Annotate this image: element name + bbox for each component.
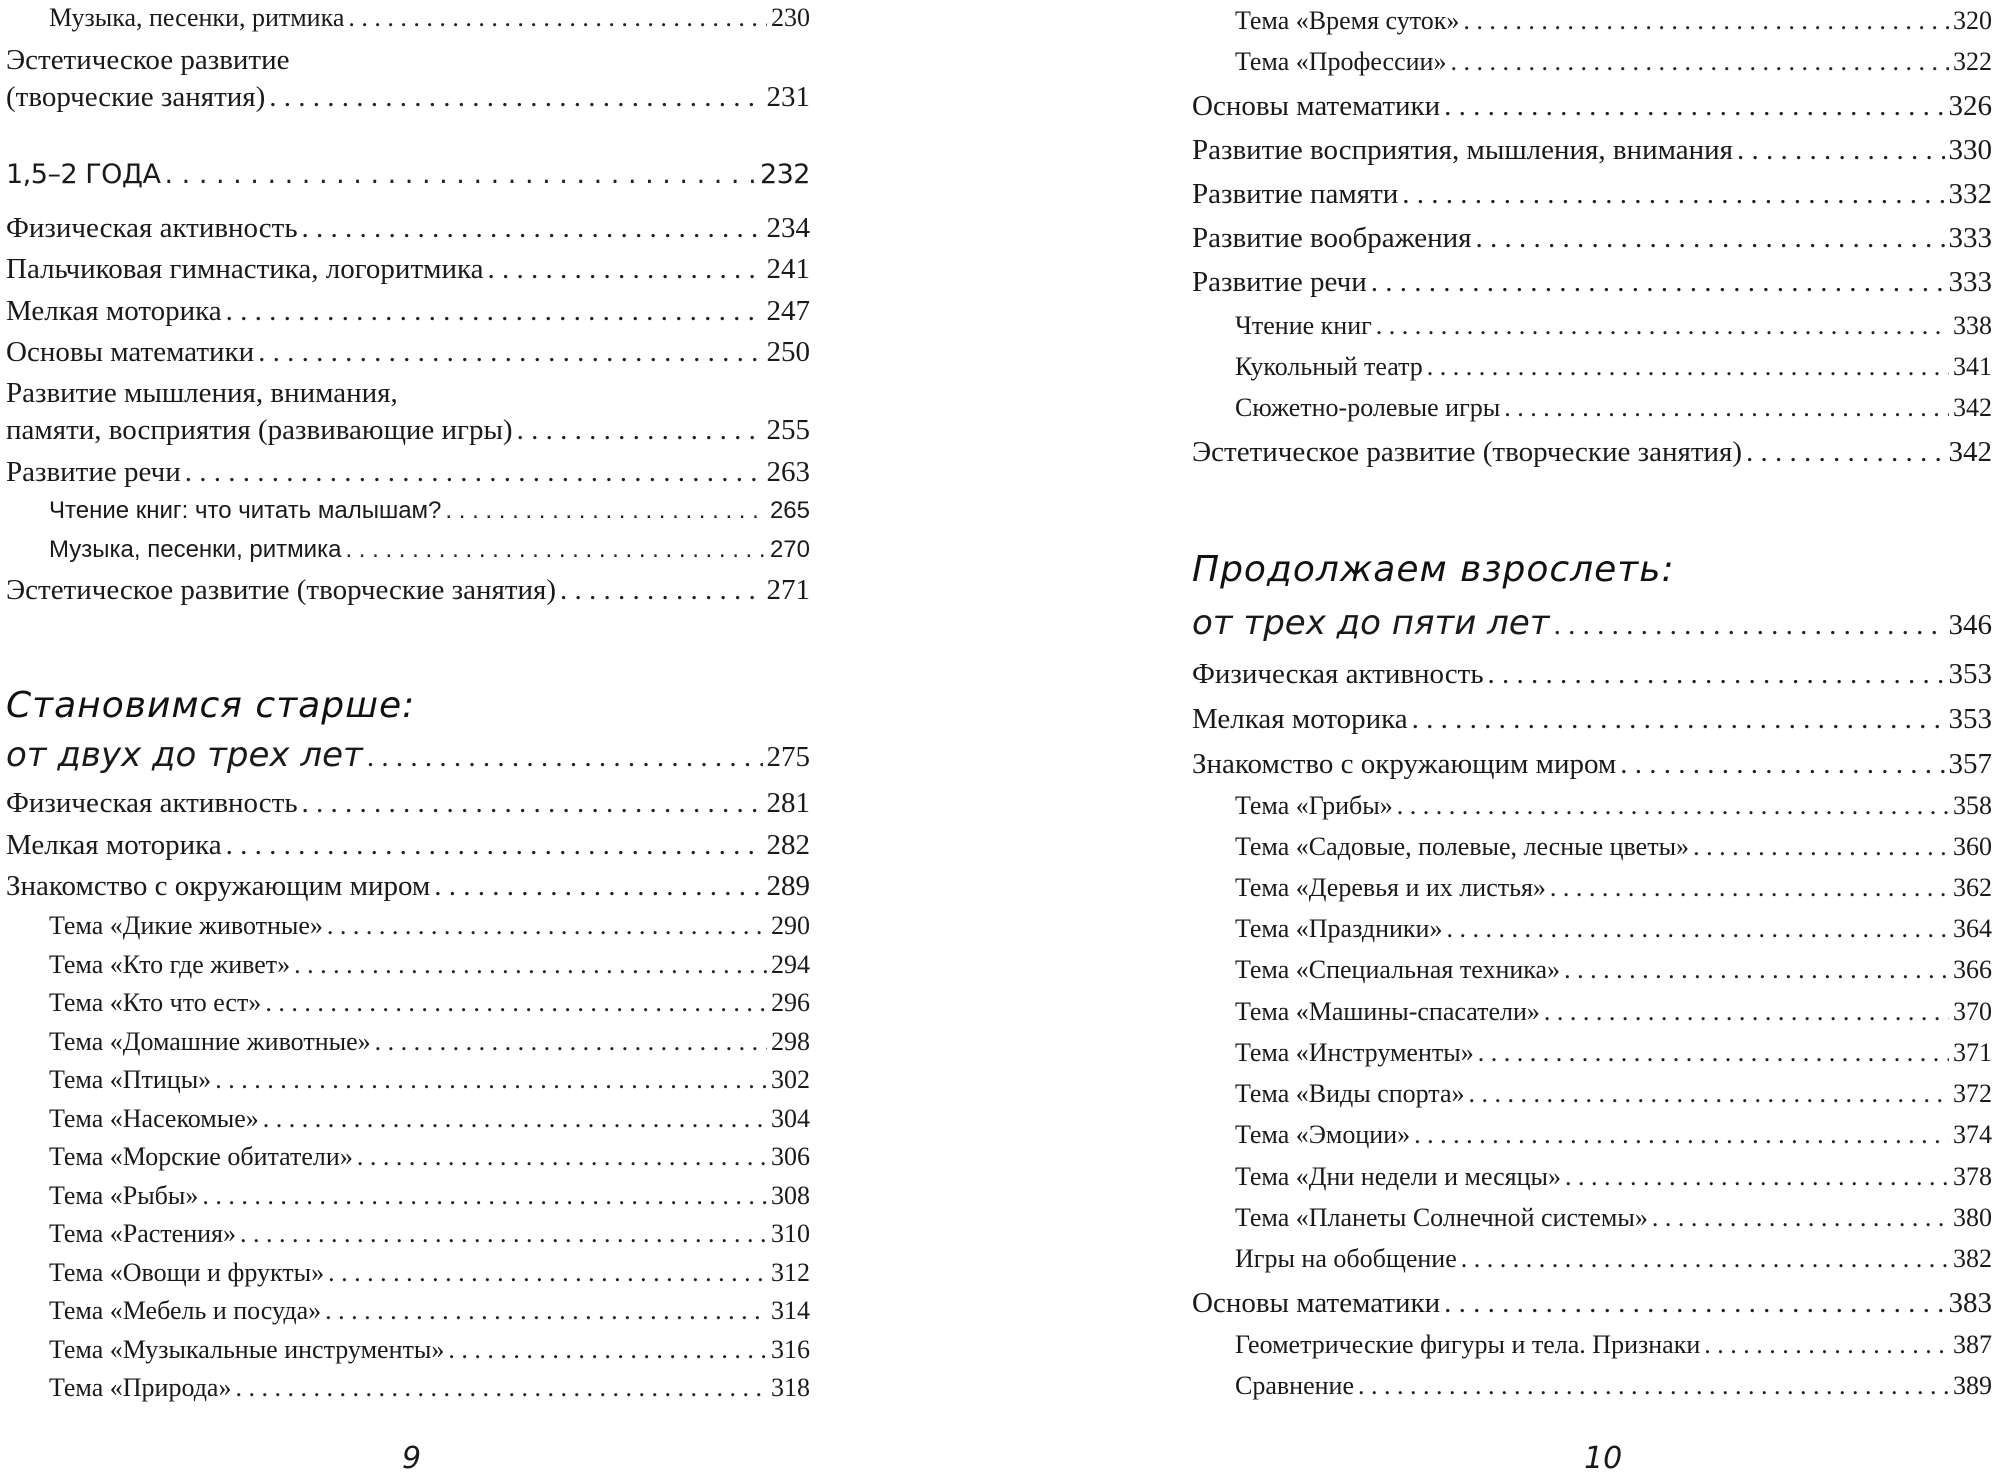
toc-subentry: Тема «Садовые, полевые, лесные цветы» . . . 360 [1235, 829, 1992, 865]
toc-subentry: Тема «Время суток» . . . 320 [1235, 3, 1992, 39]
toc-entry: Мелкая моторика . . . 247 [6, 293, 810, 329]
toc-subentry: Тема «Планеты Солнечной системы» . . . 380 [1235, 1200, 1992, 1236]
toc-entry: Музыка, песенки, ритмика . . . 230 [49, 0, 810, 36]
toc-entry-line1: Эстетическое развитие [6, 44, 290, 76]
toc-subentry: Игры на обобщение . . . 382 [1235, 1241, 1992, 1277]
toc-subentry: Тема «Дни недели и месяцы» . . . 378 [1235, 1159, 1992, 1195]
toc-entry-line1: Развитие мышления, внимания, [6, 377, 398, 409]
toc-subentry: Тема «Грибы» . . . 358 [1235, 788, 1992, 824]
toc-subentry: Тема «Мебель и посуда» . . . 314 [49, 1293, 810, 1329]
toc-entry: Мелкая моторика . . . 282 [6, 827, 810, 863]
toc-subentry: Чтение книг . . . 338 [1235, 308, 1992, 344]
toc-subentry: Тема «Инструменты» . . . 371 [1235, 1035, 1992, 1071]
toc-subentry: Тема «Специальная техника» . . . 366 [1235, 952, 1992, 988]
toc-entry: Развитие речи . . . 333 [1192, 264, 1992, 300]
toc-entry: Развитие памяти . . . 332 [1192, 176, 1992, 212]
toc-entry: Физическая активность . . . 281 [6, 785, 810, 821]
toc-subentry: Тема «Домашние животные» . . . 298 [49, 1024, 810, 1060]
toc-subentry: Тема «Виды спорта» . . . 372 [1235, 1076, 1992, 1112]
toc-subentry: Тема «Деревья и их листья» . . . 362 [1235, 870, 1992, 906]
toc-entry: Основы математики . . . 250 [6, 334, 810, 370]
toc-subentry: Тема «Машины-спасатели» . . . 370 [1235, 994, 1992, 1030]
toc-entry: Знакомство с окружающим миром . . . 289 [6, 868, 810, 904]
toc-subentry: Сюжетно-ролевые игры . . . 342 [1235, 390, 1992, 426]
section-heading-2-3-line1: Становимся старше: [6, 685, 416, 726]
toc-subentry: Сравнение . . . 389 [1235, 1368, 1992, 1404]
section-heading-1-5-2: 1,5–2 ГОДА . . . 232 [6, 157, 810, 193]
toc-subentry: Кукольный театр . . . 341 [1235, 349, 1992, 385]
toc-subentry: Тема «Дикие животные» . . . 290 [49, 908, 810, 944]
toc-entry: Эстетическое развитие (творческие занятия) . . . 271 [6, 572, 810, 608]
toc-entry: Развитие восприятия, мышления, внимания . . . 330 [1192, 132, 1992, 168]
toc-entry: Развитие речи . . . 263 [6, 454, 810, 490]
toc-entry: Мелкая моторика . . . 353 [1192, 701, 1992, 737]
toc-subentry: Тема «Кто что ест» . . . 296 [49, 985, 810, 1021]
toc-subentry: Тема «Насекомые» . . . 304 [49, 1101, 810, 1137]
toc-entry: Основы математики . . . 326 [1192, 88, 1992, 124]
toc-entry: памяти, восприятия (развивающие игры) . . . 255 [6, 412, 810, 448]
toc-subentry: Чтение книг: что читать малышам? . . . 265 [49, 493, 810, 529]
toc-subentry: Тема «Профессии» . . . 322 [1235, 44, 1992, 80]
toc-subentry: Тема «Овощи и фрукты» . . . 312 [49, 1255, 810, 1291]
toc-entry: Физическая активность . . . 353 [1192, 656, 1992, 692]
toc-entry: Развитие воображения . . . 333 [1192, 220, 1992, 256]
toc-subentry: Геометрические фигуры и тела. Признаки . . . 387 [1235, 1327, 1992, 1363]
toc-subentry: Музыка, песенки, ритмика . . . 270 [49, 532, 810, 568]
toc-entry: (творческие занятия) . . . 231 [6, 79, 810, 115]
page-number-right: 10 [1584, 1441, 1623, 1476]
toc-subentry: Тема «Рыбы» . . . 308 [49, 1178, 810, 1214]
toc-subentry: Тема «Эмоции» . . . 374 [1235, 1117, 1992, 1153]
toc-entry: Физическая активность . . . 234 [6, 210, 810, 246]
page-number-left: 9 [402, 1441, 422, 1476]
toc-subentry: Тема «Морские обитатели» . . . 306 [49, 1139, 810, 1175]
toc-subentry: Тема «Праздники» . . . 364 [1235, 911, 1992, 947]
toc-subentry: Тема «Птицы» . . . 302 [49, 1062, 810, 1098]
section-heading-3-5-line1: Продолжаем взрослеть: [1192, 549, 1675, 590]
toc-entry: Эстетическое развитие (творческие занятия) . . . 342 [1192, 434, 1992, 470]
toc-entry: Знакомство с окружающим миром . . . 357 [1192, 746, 1992, 782]
toc-subentry: Тема «Растения» . . . 310 [49, 1216, 810, 1252]
section-heading-3-5: от трех до пяти лет . . . 346 [1192, 605, 1992, 643]
section-heading-2-3: от двух до трех лет . . . 275 [6, 737, 810, 775]
toc-subentry: Тема «Природа» . . . 318 [49, 1370, 810, 1406]
toc-entry: Основы математики . . . 383 [1192, 1285, 1992, 1321]
toc-subentry: Тема «Кто где живет» . . . 294 [49, 947, 810, 983]
toc-entry: Пальчиковая гимнастика, логоритмика . . . 241 [6, 251, 810, 287]
toc-subentry: Тема «Музыкальные инструменты» . . . 316 [49, 1332, 810, 1368]
